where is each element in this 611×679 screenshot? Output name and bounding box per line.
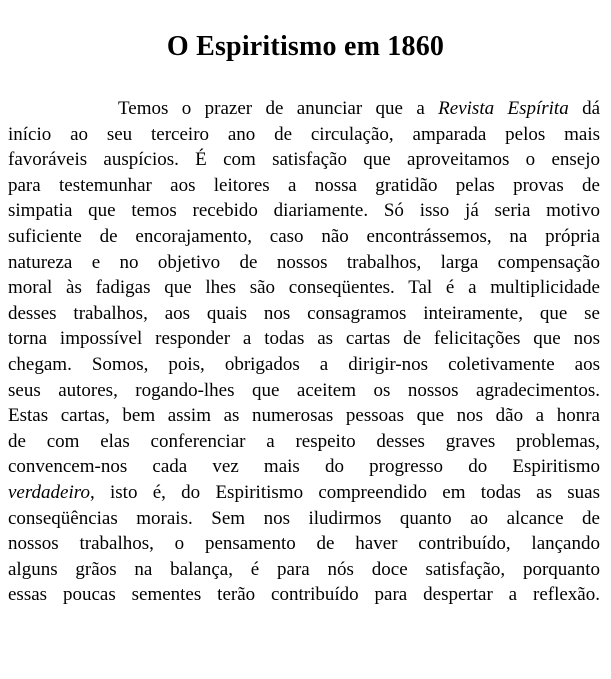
emphasis-word: verdadeiro: [8, 481, 90, 503]
publication-name: Revista Espírita: [438, 98, 569, 119]
page-title: O Espiritismo em 1860: [166, 31, 445, 62]
text-line: simpatia que temos recebido diariamente. Só isso já seria motivo: [8, 200, 600, 222]
text-line: chegam. Somos, pois, obrigados a dirigir-nos coletivamente aos: [8, 353, 600, 375]
text-line: suficiente de encorajamento, caso não encontrássemos, na própria: [8, 225, 600, 247]
text-line: seus autores, rogando-lhes que aceitem os nossos agradecimentos.: [8, 379, 600, 401]
text-line: início ao seu terceiro ano de circulação, amparada pelos mais: [8, 123, 600, 145]
text-run: Temos o prazer de anunciar que a: [118, 98, 439, 119]
text-line: favoráveis auspícios. É com satisfação que aproveitamos o ensejo: [8, 149, 600, 171]
text-run: , isto é, do Espiritismo compreendido em todas as suas: [89, 481, 600, 503]
text-run: dá: [568, 98, 600, 119]
text-line: alguns grãos na balança, é para nós doce satisfação, porquanto: [8, 558, 600, 580]
text-line: nossos trabalhos, o pensamento de haver contribuído, lançando: [8, 533, 600, 555]
text-line: de com elas conferenciar a respeito desses graves problemas,: [8, 430, 600, 452]
text-line: conseqüências morais. Sem nos iludirmos quanto ao alcance de: [8, 507, 600, 529]
article-paragraph: [8, 96, 600, 608]
text-line: para testemunhar aos leitores a nossa gratidão pelas provas de: [8, 174, 600, 196]
text-line: Estas cartas, bem assim as numerosas pessoas que nos dão a honra: [8, 405, 600, 427]
text-line: moral às fadigas que lhes são conseqüentes. Tal é a multiplicidade: [8, 277, 600, 299]
text-line: [8, 96, 600, 122]
text-line: natureza e no objetivo de nossos trabalhos, larga compensação: [8, 251, 600, 273]
text-line: [8, 480, 600, 506]
text-line: torna impossível responder a todas as cartas de felicitações que nos: [8, 328, 600, 350]
text-line: convencem-nos cada vez mais do progresso do Espiritismo: [8, 456, 600, 478]
text-line: desses trabalhos, aos quais nos consagramos inteiramente, que se: [8, 302, 600, 324]
text-line: essas poucas sementes terão contribuído para despertar a reflexão.: [8, 584, 600, 606]
